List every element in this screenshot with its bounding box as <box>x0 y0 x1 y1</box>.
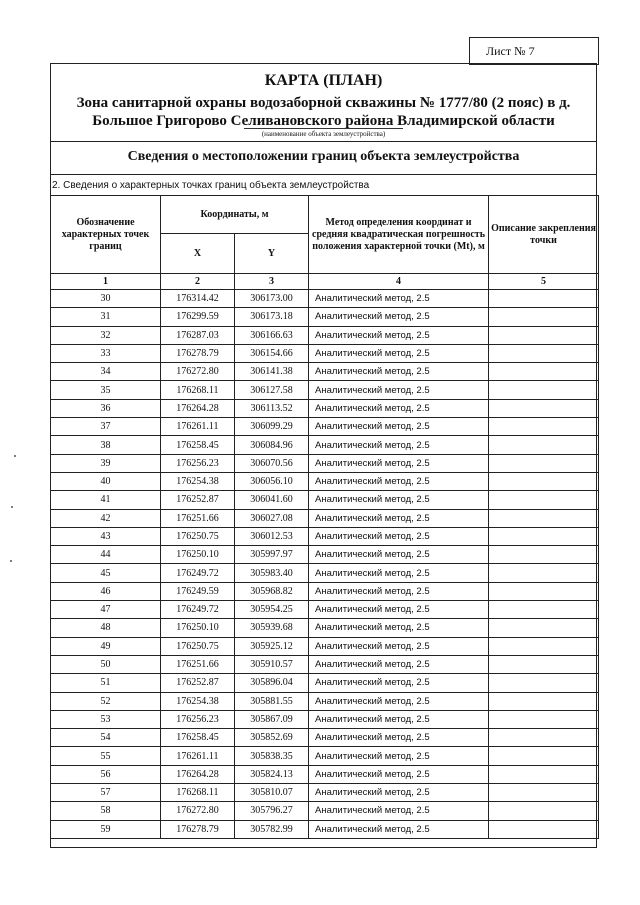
method-cell: Аналитический метод, 2.5 <box>309 729 489 747</box>
point-number: 46 <box>51 582 161 600</box>
table-row <box>51 308 599 326</box>
coord-x: 176272.80 <box>161 802 235 820</box>
table-row <box>51 784 599 802</box>
coord-x: 176249.72 <box>161 564 235 582</box>
map-title: КАРТА (ПЛАН) <box>264 72 383 89</box>
point-number: 51 <box>51 674 161 692</box>
description-cell <box>489 546 599 564</box>
method-cell: Аналитический метод, 2.5 <box>309 765 489 783</box>
table-row <box>51 582 599 600</box>
method-cell: Аналитический метод, 2.5 <box>309 363 489 381</box>
coord-y: 305983.40 <box>235 564 309 582</box>
table-row <box>51 802 599 820</box>
description-cell <box>489 326 599 344</box>
coord-x: 176254.38 <box>161 692 235 710</box>
method-cell: Аналитический метод, 2.5 <box>309 546 489 564</box>
table-row <box>51 710 599 728</box>
description-cell <box>489 344 599 362</box>
column-number: 3 <box>235 274 309 290</box>
coord-y: 306084.96 <box>235 436 309 454</box>
point-number: 55 <box>51 747 161 765</box>
method-cell: Аналитический метод, 2.5 <box>309 454 489 472</box>
coord-x: 176264.28 <box>161 399 235 417</box>
description-cell <box>489 637 599 655</box>
coord-x: 176250.75 <box>161 527 235 545</box>
coord-x: 176268.11 <box>161 381 235 399</box>
coord-y: 305881.55 <box>235 692 309 710</box>
point-number: 48 <box>51 619 161 637</box>
scan-speck <box>10 560 12 562</box>
coord-y: 306099.29 <box>235 418 309 436</box>
coord-x: 176256.23 <box>161 710 235 728</box>
point-number: 32 <box>51 326 161 344</box>
point-number: 34 <box>51 363 161 381</box>
description-cell <box>489 564 599 582</box>
method-cell: Аналитический метод, 2.5 <box>309 290 489 308</box>
point-number: 49 <box>51 637 161 655</box>
table-row <box>51 729 599 747</box>
coord-x: 176250.10 <box>161 619 235 637</box>
coord-y: 305824.13 <box>235 765 309 783</box>
description-cell <box>489 601 599 619</box>
point-number: 37 <box>51 418 161 436</box>
coord-y: 306070.56 <box>235 454 309 472</box>
description-cell <box>489 381 599 399</box>
description-cell <box>489 729 599 747</box>
method-cell: Аналитический метод, 2.5 <box>309 637 489 655</box>
column-number: 4 <box>309 274 489 290</box>
method-cell: Аналитический метод, 2.5 <box>309 601 489 619</box>
divider <box>50 141 597 142</box>
object-name-line-2: Большое Григорово Селивановского района Владимирской области <box>92 113 555 129</box>
method-cell: Аналитический метод, 2.5 <box>309 582 489 600</box>
point-number: 57 <box>51 784 161 802</box>
point-number: 35 <box>51 381 161 399</box>
coord-x: 176251.66 <box>161 509 235 527</box>
table-row <box>51 564 599 582</box>
point-number: 43 <box>51 527 161 545</box>
coord-x: 176278.79 <box>161 820 235 838</box>
table-row <box>51 747 599 765</box>
method-cell: Аналитический метод, 2.5 <box>309 344 489 362</box>
point-number: 50 <box>51 655 161 673</box>
coord-y: 305997.97 <box>235 546 309 564</box>
description-cell <box>489 308 599 326</box>
coord-y: 306127.58 <box>235 381 309 399</box>
method-cell: Аналитический метод, 2.5 <box>309 820 489 838</box>
table-row <box>51 674 599 692</box>
point-number: 42 <box>51 509 161 527</box>
point-number: 33 <box>51 344 161 362</box>
column-number: 2 <box>161 274 235 290</box>
coord-y: 305968.82 <box>235 582 309 600</box>
table-row <box>51 381 599 399</box>
coord-x: 176258.45 <box>161 436 235 454</box>
method-cell: Аналитический метод, 2.5 <box>309 491 489 509</box>
object-name <box>50 94 597 130</box>
table-row <box>51 546 599 564</box>
coord-y: 305925.12 <box>235 637 309 655</box>
coord-x: 176249.72 <box>161 601 235 619</box>
table-row <box>51 326 599 344</box>
table-row <box>51 454 599 472</box>
header-x: X <box>161 234 235 274</box>
method-cell: Аналитический метод, 2.5 <box>309 308 489 326</box>
table-row <box>51 692 599 710</box>
scan-speck <box>14 455 16 457</box>
method-cell: Аналитический метод, 2.5 <box>309 564 489 582</box>
object-name-caption: (наименование объекта землеустройства) <box>50 128 597 139</box>
method-cell: Аналитический метод, 2.5 <box>309 326 489 344</box>
method-cell: Аналитический метод, 2.5 <box>309 747 489 765</box>
method-cell: Аналитический метод, 2.5 <box>309 784 489 802</box>
method-cell: Аналитический метод, 2.5 <box>309 509 489 527</box>
method-cell: Аналитический метод, 2.5 <box>309 527 489 545</box>
header-description: Описание закрепления точки <box>489 196 599 274</box>
column-number: 5 <box>489 274 599 290</box>
method-cell: Аналитический метод, 2.5 <box>309 381 489 399</box>
description-cell <box>489 436 599 454</box>
header-method: Метод определения координат и средняя квадратическая погрешность положения характерной точки (Mt), м <box>309 196 489 274</box>
point-number: 44 <box>51 546 161 564</box>
coord-y: 306166.63 <box>235 326 309 344</box>
coord-x: 176278.79 <box>161 344 235 362</box>
method-cell: Аналитический метод, 2.5 <box>309 436 489 454</box>
description-cell <box>489 491 599 509</box>
coord-y: 306141.38 <box>235 363 309 381</box>
point-number: 59 <box>51 820 161 838</box>
coord-y: 306027.08 <box>235 509 309 527</box>
point-number: 30 <box>51 290 161 308</box>
section-title: Сведения о местоположении границ объекта землеустройства <box>127 149 520 164</box>
description-cell <box>489 765 599 783</box>
point-number: 53 <box>51 710 161 728</box>
point-number: 38 <box>51 436 161 454</box>
coord-x: 176250.75 <box>161 637 235 655</box>
description-cell <box>489 472 599 490</box>
description-cell <box>489 527 599 545</box>
description-cell <box>489 820 599 838</box>
table-row <box>51 290 599 308</box>
object-name-line-1: Зона санитарной охраны водозаборной скважины № 1777/80 (2 пояс) в д. <box>76 95 571 111</box>
description-cell <box>489 399 599 417</box>
description-cell <box>489 655 599 673</box>
table-row <box>51 363 599 381</box>
method-cell: Аналитический метод, 2.5 <box>309 399 489 417</box>
point-number: 31 <box>51 308 161 326</box>
coord-y: 305939.68 <box>235 619 309 637</box>
header-designation: Обозначение характерных точек границ <box>51 196 161 274</box>
coord-y: 306154.66 <box>235 344 309 362</box>
description-cell <box>489 710 599 728</box>
coord-y: 305910.57 <box>235 655 309 673</box>
description-cell <box>489 619 599 637</box>
scan-speck <box>11 506 13 508</box>
point-number: 39 <box>51 454 161 472</box>
description-cell <box>489 363 599 381</box>
coord-y: 305838.35 <box>235 747 309 765</box>
description-cell <box>489 454 599 472</box>
coord-x: 176287.03 <box>161 326 235 344</box>
method-cell: Аналитический метод, 2.5 <box>309 674 489 692</box>
point-number: 52 <box>51 692 161 710</box>
point-number: 41 <box>51 491 161 509</box>
coord-y: 305796.27 <box>235 802 309 820</box>
coord-y: 306173.00 <box>235 290 309 308</box>
table-row <box>51 619 599 637</box>
coord-y: 306173.18 <box>235 308 309 326</box>
coord-y: 306056.10 <box>235 472 309 490</box>
description-cell <box>489 692 599 710</box>
point-number: 45 <box>51 564 161 582</box>
table-row <box>51 637 599 655</box>
coord-x: 176250.10 <box>161 546 235 564</box>
description-cell <box>489 747 599 765</box>
table-row <box>51 527 599 545</box>
coord-x: 176251.66 <box>161 655 235 673</box>
coord-x: 176261.11 <box>161 747 235 765</box>
coord-x: 176256.23 <box>161 454 235 472</box>
coord-y: 305852.69 <box>235 729 309 747</box>
coord-x: 176264.28 <box>161 765 235 783</box>
table-row <box>51 491 599 509</box>
coord-y: 305782.99 <box>235 820 309 838</box>
description-cell <box>489 418 599 436</box>
point-number: 58 <box>51 802 161 820</box>
table-row <box>51 601 599 619</box>
coord-x: 176299.59 <box>161 308 235 326</box>
coord-x: 176268.11 <box>161 784 235 802</box>
coord-y: 306113.52 <box>235 399 309 417</box>
method-cell: Аналитический метод, 2.5 <box>309 655 489 673</box>
coord-y: 305954.25 <box>235 601 309 619</box>
method-cell: Аналитический метод, 2.5 <box>309 802 489 820</box>
bottom-rule <box>50 847 597 848</box>
sheet-number: Лист № 7 <box>469 37 599 65</box>
table-row <box>51 765 599 783</box>
method-cell: Аналитический метод, 2.5 <box>309 710 489 728</box>
description-cell <box>489 582 599 600</box>
method-cell: Аналитический метод, 2.5 <box>309 619 489 637</box>
table-row <box>51 820 599 838</box>
point-number: 40 <box>51 472 161 490</box>
description-cell <box>489 674 599 692</box>
section-subtitle: 2. Сведения о характерных точках границ объекта землеустройства <box>52 180 370 191</box>
description-cell <box>489 509 599 527</box>
column-number: 1 <box>51 274 161 290</box>
divider <box>50 174 597 175</box>
method-cell: Аналитический метод, 2.5 <box>309 418 489 436</box>
coord-x: 176258.45 <box>161 729 235 747</box>
header-y: Y <box>235 234 309 274</box>
method-cell: Аналитический метод, 2.5 <box>309 472 489 490</box>
header-coordinates: Координаты, м <box>161 196 309 234</box>
coord-x: 176252.87 <box>161 674 235 692</box>
coord-x: 176249.59 <box>161 582 235 600</box>
coord-y: 305896.04 <box>235 674 309 692</box>
table-row <box>51 509 599 527</box>
description-cell <box>489 784 599 802</box>
table-row <box>51 344 599 362</box>
point-number: 54 <box>51 729 161 747</box>
table-row <box>51 472 599 490</box>
coord-x: 176254.38 <box>161 472 235 490</box>
coord-x: 176261.11 <box>161 418 235 436</box>
point-number: 56 <box>51 765 161 783</box>
coord-y: 306041.60 <box>235 491 309 509</box>
table-row <box>51 418 599 436</box>
coord-y: 305867.09 <box>235 710 309 728</box>
coord-x: 176252.87 <box>161 491 235 509</box>
point-number: 36 <box>51 399 161 417</box>
table-row <box>51 436 599 454</box>
coord-x: 176272.80 <box>161 363 235 381</box>
method-cell: Аналитический метод, 2.5 <box>309 692 489 710</box>
description-cell <box>489 802 599 820</box>
description-cell <box>489 290 599 308</box>
coord-x: 176314.42 <box>161 290 235 308</box>
table-row <box>51 655 599 673</box>
coord-y: 306012.53 <box>235 527 309 545</box>
point-number: 47 <box>51 601 161 619</box>
coord-y: 305810.07 <box>235 784 309 802</box>
table-row <box>51 399 599 417</box>
points-table <box>50 195 599 839</box>
